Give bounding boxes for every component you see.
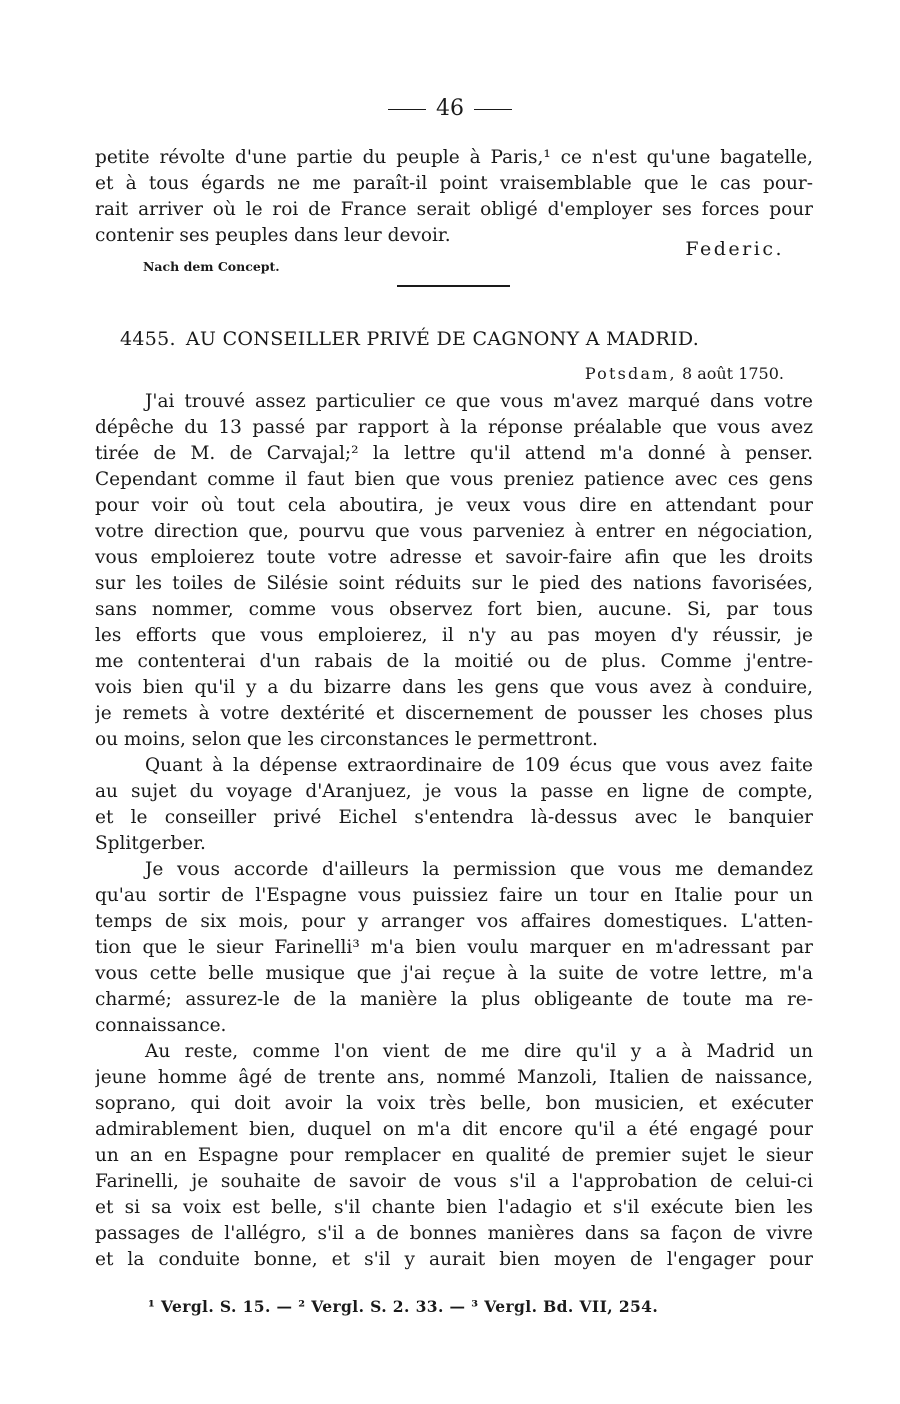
source-note: Nach dem Concept. [143, 259, 280, 274]
text-line: tion que le sieur Farinelli³ m'a bien voulu marquer en m'adressant par [95, 937, 813, 958]
dash-left [388, 109, 426, 110]
text-line: un an en Espagne pour remplacer en qualité de premier sujet le sieur [95, 1145, 813, 1166]
text-line: Cependant comme il faut bien que vous preniez patience avec ces gens [95, 469, 813, 490]
text-line: petite révolte d'une partie du peuple à Paris,¹ ce n'est qu'une bagatelle, [95, 147, 813, 168]
text-line: vous emploierez toute votre adresse et savoir-faire afin que les droits [95, 547, 813, 568]
letter-body [95, 389, 813, 1273]
footnotes: ¹ Vergl. S. 15. — ² Vergl. S. 2. 33. — ³ Vergl. Bd. VII, 254. [148, 1297, 659, 1316]
text-line: Au reste, comme l'on vient de me dire qu'il y a à Madrid un [145, 1041, 813, 1062]
letter-title: AU CONSEILLER PRIVÉ DE CAGNONY A MADRID. [185, 328, 700, 350]
previous-letter-ending [95, 145, 813, 249]
text-line: contenir ses peuples dans leur devoir. [95, 225, 451, 246]
text-line: temps de six mois, pour y arranger vos affaires domestiques. L'atten- [95, 911, 813, 932]
dash-right [474, 109, 512, 110]
text-line: je remets à votre dextérité et discernement de pousser les choses plus [95, 703, 813, 724]
place-date [585, 364, 784, 383]
section-divider [397, 285, 510, 287]
text-line: J'ai trouvé assez particulier ce que vous m'avez marqué dans votre [145, 391, 813, 412]
text-line: vois bien qu'il y a du bizarre dans les gens que vous avez à conduire, [95, 677, 813, 698]
letter-number: 4455. [120, 328, 176, 350]
text-line: soprano, qui doit avoir la voix très belle, bon musicien, et exécuter [95, 1093, 813, 1114]
page-number-text: 46 [436, 96, 464, 121]
text-line: vous cette belle musique que j'ai reçue à la suite de votre lettre, m'a [95, 963, 813, 984]
text-line: Farinelli, je souhaite de savoir de vous s'il a l'approbation de celui-ci [95, 1171, 813, 1192]
text-line: me contenterai d'un rabais de la moitié ou de plus. Comme j'entre- [95, 651, 813, 672]
text-line: dépêche du 13 passé par rapport à la réponse préalable que vous avez [95, 417, 813, 438]
letter-date: 8 août 1750. [681, 364, 784, 383]
text-line: ou moins, selon que les circonstances le permettront. [95, 729, 598, 750]
text-line: sur les toiles de Silésie soint réduits sur le pied des nations favorisées, [95, 573, 813, 594]
text-line: admirablement bien, duquel on m'a dit encore qu'il a été engagé pour [95, 1119, 813, 1140]
text-line: votre direction que, pourvu que vous parveniez à entrer en négociation, [95, 521, 813, 542]
text-line: au sujet du voyage d'Aranjuez, je vous la passe en ligne de compte, [95, 781, 813, 802]
text-line: qu'au sortir de l'Espagne vous puissiez faire un tour en Italie pour un [95, 885, 813, 906]
letter-heading [120, 328, 699, 350]
text-line: tirée de M. de Carvajal;² la lettre qu'il attend m'a donné à penser. [95, 443, 813, 464]
text-line: charmé; assurez-le de la manière la plus obligeante de toute ma re- [95, 989, 813, 1010]
text-line: pour voir où tout cela aboutira, je veux vous dire en attendant pour [95, 495, 813, 516]
text-line: Splitgerber. [95, 833, 206, 854]
text-line: sans nommer, comme vous observez fort bien, aucune. Si, par tous [95, 599, 813, 620]
text-line: et le conseiller privé Eichel s'entendra là-dessus avec le banquier [95, 807, 813, 828]
signature: Federic. [685, 238, 784, 260]
text-line: passages de l'allégro, s'il a de bonnes manières dans sa façon de vivre [95, 1223, 813, 1244]
letter-place: Potsdam, [584, 364, 677, 383]
text-line: et si sa voix est belle, s'il chante bien l'adagio et s'il exécute bien les [95, 1197, 813, 1218]
text-line: rait arriver où le roi de France serait obligé d'employer ses forces pour [95, 199, 813, 220]
text-line: les efforts que vous emploierez, il n'y au pas moyen d'y réussir, je [95, 625, 813, 646]
text-line: et la conduite bonne, et s'il y aurait bien moyen de l'engager pour [95, 1249, 813, 1270]
page-number [0, 96, 900, 121]
text-line: Quant à la dépense extraordinaire de 109 écus que vous avez faite [145, 755, 813, 776]
text-line: connaissance. [95, 1015, 227, 1036]
text-line: et à tous égards ne me paraît-il point vraisemblable que le cas pour- [95, 173, 813, 194]
text-line: Je vous accorde d'ailleurs la permission que vous me demandez [145, 859, 813, 880]
text-line: jeune homme âgé de trente ans, nommé Manzoli, Italien de naissance, [95, 1067, 813, 1088]
